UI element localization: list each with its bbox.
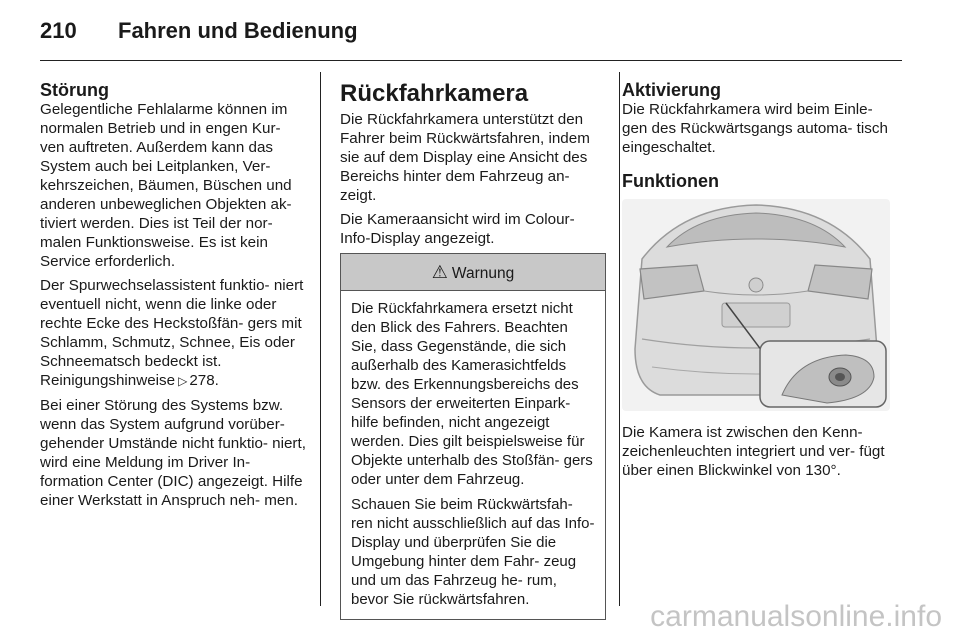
warning-box	[340, 253, 606, 620]
column-right	[622, 80, 902, 485]
paragraph-rueckfahrkamera-intro: Die Rückfahrkamera unterstützt den Fahrer beim Rückwärtsfahren, indem sie auf dem Display eine Ansicht des Bereichs hinter dem Fahrzeug an- zeigt.	[340, 111, 590, 204]
paragraph-kamera-position: Die Kamera ist zwischen den Kenn- zeichenleuchten integriert und ver- fügt über einen Blickwinkel von 130°.	[622, 424, 885, 479]
page-reference-icon: ▷	[178, 374, 188, 388]
page-header-title: Fahren und Bedienung	[118, 18, 358, 43]
section-heading-funktionen: Funktionen	[622, 171, 719, 191]
warning-title: Warnung	[451, 265, 515, 282]
paragraph-spurwechsel-text: Der Spurwechselassistent funktio- niert eventuell nicht, wenn die linke oder rechte Ecke des Heckstoßfän- gers mit Schlamm, Schmutz, Schnee, Eis oder Schneematsch bedeckt ist. Reinigungshinweise	[40, 277, 304, 389]
page-number: 210	[40, 18, 77, 43]
warning-paragraph-1: Die Rückfahrkamera ersetzt nicht den Blick des Fahrers. Beachten Sie, dass Gegenstände, die sich außerhalb des Kamerasichtfelds bzw. des Erkennungsbereichs des Sensors der erweiterten Einpark- hilfe befinden, nicht angezeigt werden. Dies gilt beispielsweise für Objekte unterhalb des Stoßfän- gers oder unter dem Fahrzeug.	[351, 300, 593, 488]
warning-header	[341, 254, 605, 291]
section-heading-stoerung: Störung	[40, 80, 109, 100]
paragraph-fehlalarme: Gelegentliche Fehlalarme können im normalen Betrieb und in engen Kur- ven auftreten. Außerdem kann das System auch bei Leitplanken, Ver- kehrszeichen, Bäumen, Büschen und anderen unbeweglichen Objekten ak- tiviert werden. Dies ist Teil der nor- malen Funktionsweise. Es ist kein Service erforderlich.	[40, 101, 292, 270]
section-heading-aktivierung: Aktivierung	[622, 80, 722, 100]
rear-camera-illustration	[622, 199, 890, 411]
warning-body	[341, 291, 605, 619]
column-divider-right	[619, 72, 620, 606]
column-middle	[340, 80, 606, 620]
paragraph-spurwechsel	[40, 276, 306, 391]
warning-triangle-icon: ⚠	[431, 262, 448, 282]
page-reference-link[interactable]: 278.	[189, 372, 219, 389]
paragraph-kameraansicht: Die Kameraansicht wird im Colour- Info-Display angezeigt.	[340, 211, 575, 247]
watermark: carmanualsonline.info	[650, 600, 942, 633]
column-divider-left	[320, 72, 321, 606]
warning-paragraph-2: Schauen Sie beim Rückwärtsfah- ren nicht ausschließlich auf das Info-Display und überprüfen Sie die Umgebung hinter dem Fahr- zeug und um das Fahrzeug he- rum, bevor Sie rückwärtsfahren.	[351, 496, 595, 608]
header-rule	[40, 60, 902, 61]
paragraph-stoerung-dic: Bei einer Störung des Systems bzw. wenn das System aufgrund vorüber- gehender Umstände nicht funktio- niert, wird eine Meldung im Driver In- formation Center (DIC) angezeigt. Hilfe einer Werkstatt in Anspruch neh- men.	[40, 397, 306, 509]
column-left	[40, 80, 306, 515]
paragraph-aktivierung: Die Rückfahrkamera wird beim Einle- gen des Rückwärtsgangs automa- tisch eingeschaltet.	[622, 101, 888, 156]
car-rear-camera-icon	[622, 199, 890, 411]
section-heading-rueckfahrkamera: Rückfahrkamera	[340, 80, 529, 107]
